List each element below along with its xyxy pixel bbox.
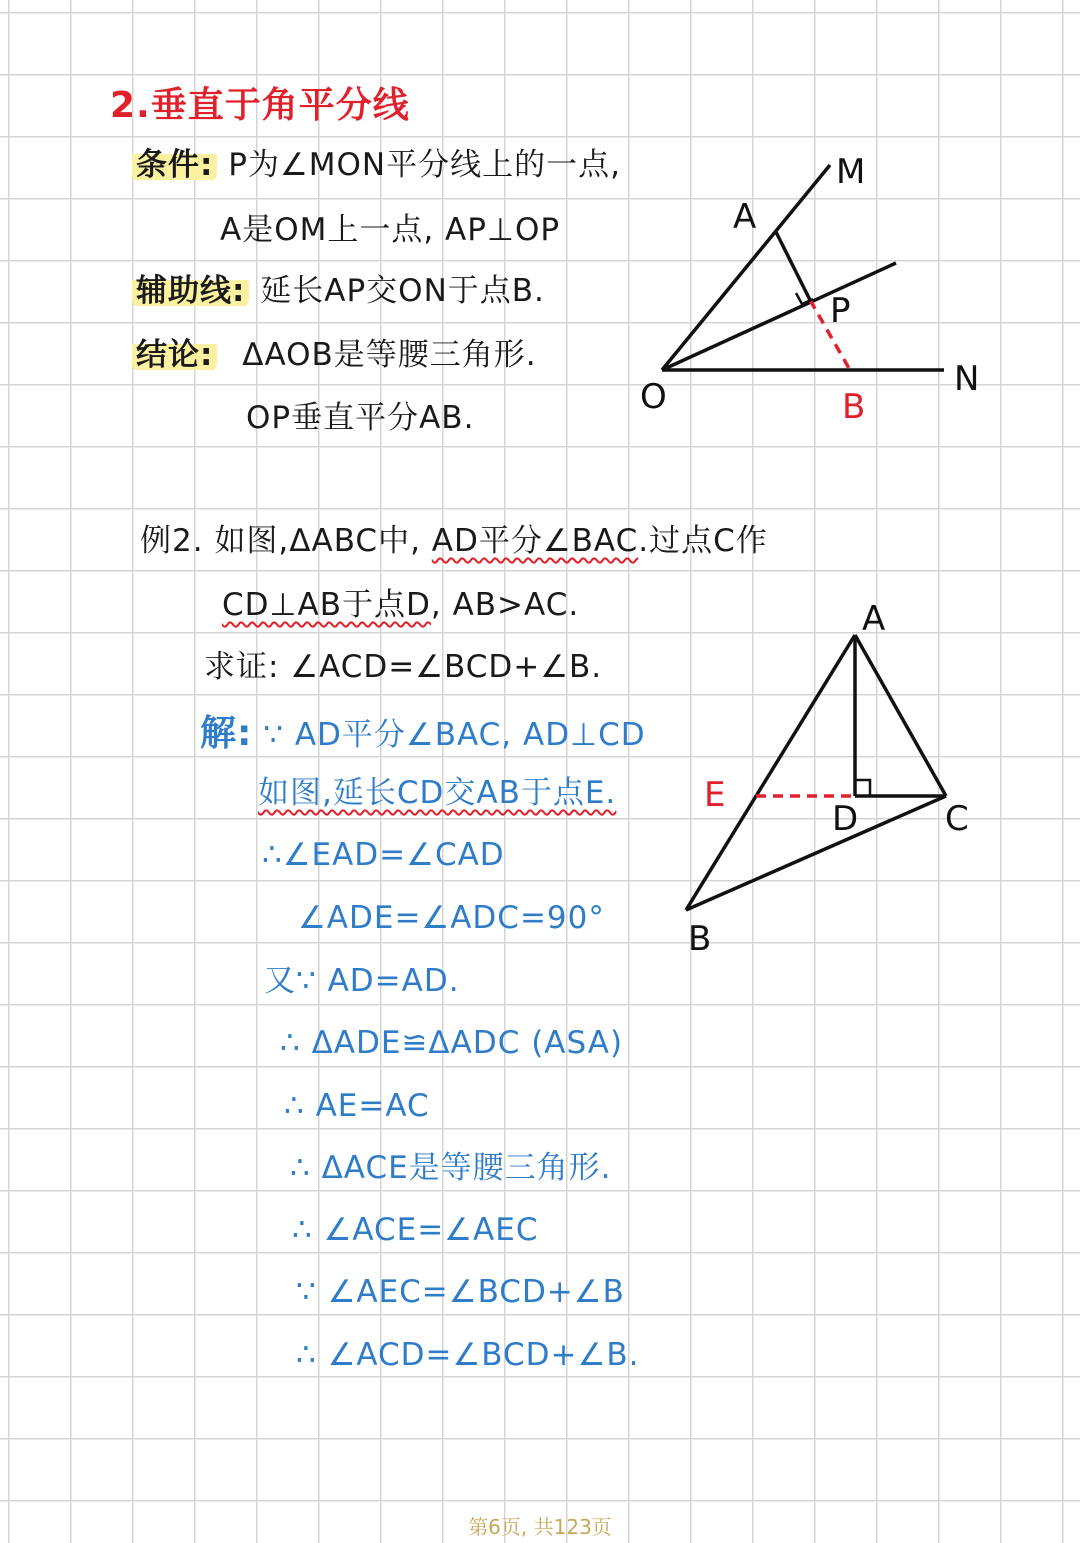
solution-line-9: ∴ ∠ACE=∠AEC — [292, 1212, 539, 1248]
example-text-1a: 如图,ΔABC中, — [214, 523, 421, 559]
solution-line-8: ∴ ΔACE是等腰三角形. — [290, 1150, 612, 1186]
solution-line-4: ∠ADE=∠ADC=90° — [298, 900, 605, 936]
label-c2: C — [945, 799, 969, 839]
condition-text-1: P为∠MON平分线上的一点, — [228, 147, 621, 183]
label-e2: E — [704, 775, 726, 815]
solution-line-5: 又∵ AD=AD. — [264, 963, 460, 999]
example-text-2b: , AB>AC. — [430, 587, 580, 623]
solution-step-1: ∵ AD平分∠BAC, AD⊥CD — [263, 717, 646, 753]
conclusion-text-1: ΔAOB是等腰三角形. — [242, 337, 537, 373]
example-text-1b: AD平分∠BAC — [431, 523, 639, 559]
label-b: B — [842, 387, 866, 427]
side-ab — [686, 635, 855, 910]
label-p: P — [830, 291, 851, 331]
label-d2: D — [832, 799, 859, 839]
page-footer: 第6页, 共123页 — [468, 1515, 612, 1539]
aux-text: 延长AP交ON于点B. — [260, 273, 545, 309]
condition-line-2: A是OM上一点, AP⊥OP — [220, 212, 561, 248]
solution-line-11: ∴ ∠ACD=∠BCD+∠B. — [296, 1337, 640, 1373]
solution-label: 解: — [200, 713, 253, 754]
example-heading: 例2. — [140, 523, 204, 559]
label-b2: B — [688, 919, 712, 959]
label-o: O — [640, 377, 667, 417]
solution-step-2: 如图,延长CD交AB于点E. — [258, 775, 617, 811]
section-title: 2.垂直于角平分线 — [110, 85, 410, 126]
solution-line-10: ∵ ∠AEC=∠BCD+∠B — [296, 1274, 625, 1310]
solution-line-7: ∴ AE=AC — [284, 1088, 430, 1124]
conclusion-line-2: OP垂直平分AB. — [246, 400, 475, 436]
conclusion-label: 结论: — [132, 337, 217, 373]
right-angle-mark-d — [855, 780, 870, 796]
label-a: A — [733, 197, 757, 237]
solution-line-3: ∴∠EAD=∠CAD — [262, 837, 505, 873]
prove-statement: 求证: ∠ACD=∠BCD+∠B. — [204, 649, 603, 685]
aux-label: 辅助线: — [132, 273, 249, 309]
label-n: N — [954, 359, 980, 399]
example-text-2a: CD⊥AB于点D — [222, 587, 431, 623]
side-ac — [855, 635, 946, 796]
label-m: M — [836, 152, 866, 192]
example-text-1c: .过点C作 — [638, 523, 768, 559]
label-a2: A — [862, 599, 886, 639]
solution-line-6: ∴ ΔADE≌ΔADC (ASA) — [280, 1025, 624, 1061]
condition-label: 条件: — [132, 147, 217, 183]
